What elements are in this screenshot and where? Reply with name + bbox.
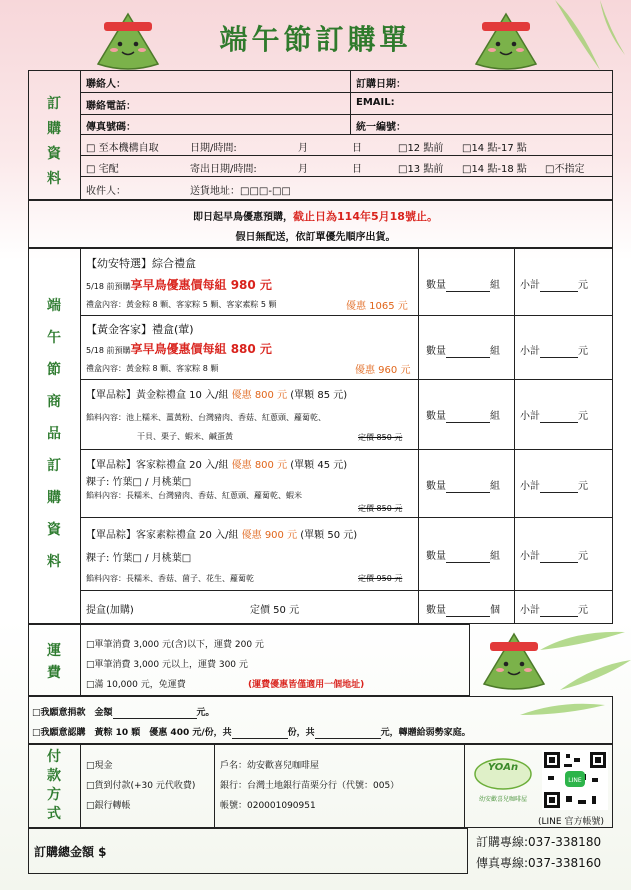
delivery-unspecified-checkbox[interactable]: □不指定 [545,164,585,175]
pickup-month: 月 [298,143,308,154]
product-5-leaf-option[interactable]: 粿子: 竹葉□ / 月桃葉□ [86,553,192,564]
bank-name: 銀行：台灣土地銀行苗栗分行（代號：005） [220,781,400,791]
ship-month: 月 [298,164,308,175]
contact-name-field[interactable]: 聯絡人： [86,79,126,90]
ship-day: 日 [352,164,362,175]
product-5-list-price: 定價 950 元 [358,574,403,583]
product-3-filling-1: 餡料內容：池上糯米、薑黃粉、台灣豬肉、香菇、紅蔥頭、蘿蔔乾、 [86,413,326,422]
donation-sponsor[interactable]: □我願意認購 黃粽 10 顆 優惠 400 元/份，共 份，共 元，轉贈給弱勢家庭。 [32,728,471,738]
product-1-contents: 禮盒內容：黃金粽 8 顆、客家粽 5 顆、客家素粽 5 顆 [86,300,277,309]
delivery-checkbox[interactable]: □ 宅配 [86,164,119,175]
bag-qty[interactable]: 數量 個 [426,605,500,616]
product-1-name: 【幼安特選】綜合禮盒 [86,257,196,270]
product-2-qty[interactable]: 數量 組 [426,346,500,357]
product-4-filling: 餡料內容：長糯米、台灣豬肉、香菇、紅蔥頭、蘿蔔乾、蝦米 [86,491,302,500]
pickup-before12-checkbox[interactable]: □12 點前 [398,143,444,154]
shipping-label: 運 費 [47,643,61,681]
account-name: 戶名：幼安歡喜兒咖啡屋 [220,761,320,771]
product-3-filling-2: 干貝、栗子、蝦米、鹹蛋黃 [137,432,233,441]
product-1-discount: 優惠 1065 元 [346,301,408,312]
product-3-list-price: 定價 850 元 [358,433,403,442]
shipping-rule-1[interactable]: □單筆消費 3,000 元(含)以下，運費 200 元 [86,640,264,650]
pickup-checkbox[interactable]: □ 至本機構自取 [86,143,159,154]
page-title: 端午節訂購單 [219,23,412,56]
fax-field[interactable]: 傳真號碼： [86,122,136,133]
product-2-contents: 禮盒內容：黃金粽 8 顆、客家粽 8 顆 [86,364,219,373]
payment-transfer[interactable]: □銀行轉帳 [86,801,131,811]
qr-code[interactable] [542,750,608,810]
product-2-name: 【黃金客家】禮盒(葷) [86,323,194,336]
product-5-filling: 餡料內容：長糯米、香菇、菌子、花生、蘿蔔乾 [86,574,254,583]
product-3-qty[interactable]: 數量 組 [426,411,500,422]
product-5-name: 【單品粽】客家素粽禮盒 20 入/組 優惠 900 元 (單顆 50 元) [86,530,358,541]
early-bird-notice: 即日起早鳥優惠預購，截止日為114年5月18號止。 [193,210,438,223]
payment-cash[interactable]: □現金 [86,761,113,771]
order-info-label: 訂 購 資 料 [47,96,61,187]
pickup-day: 日 [352,143,362,154]
bag-price: 定價 50 元 [250,605,300,616]
product-2-discount: 優惠 960 元 [355,365,411,376]
account-number: 帳號：020001090951 [220,801,316,811]
bag-subtotal[interactable]: 小計 元 [520,605,588,616]
product-5-qty[interactable]: 數量 組 [426,551,500,562]
product-1-subtotal[interactable]: 小計 元 [520,280,588,291]
line-badge: LINE [568,777,582,784]
shipping-note: (運費優惠皆僅適用一個地址) [248,680,365,690]
products-label: 端 午 節 商 品 訂 購 資 料 [47,298,61,570]
donation-amount[interactable]: □我願意捐款 金額 元。 [32,708,215,718]
pickup-14-17-checkbox[interactable]: □14 點-17 點 [462,143,527,154]
product-4-leaf-option[interactable]: 粿子: 竹葉□ / 月桃葉□ [86,477,192,488]
delivery-before13-checkbox[interactable]: □13 點前 [398,164,444,175]
product-3-name: 【單品粽】黃金粽禮盒 10 入/組 優惠 800 元 (單顆 85 元) [86,390,348,401]
product-1-early: 5/18 前預購享早鳥優惠價每組 980 元 [86,278,272,292]
brand-logo: YOAn 幼安歡喜兒咖啡屋 [470,752,536,806]
phone-field[interactable]: 聯絡電話： [86,101,136,112]
product-4-name: 【單品粽】客家粽禮盒 20 入/組 優惠 800 元 (單顆 45 元) [86,460,348,471]
tax-id-field[interactable]: 統一編號： [356,122,406,133]
shipping-rule-2[interactable]: □單筆消費 3,000 元以上，運費 300 元 [86,660,248,670]
shipping-rule-3[interactable]: □滿 10,000 元，免運費 [86,680,186,690]
payment-cod[interactable]: □貨到付款(+30 元代收費) [86,781,196,791]
product-4-subtotal[interactable]: 小計 元 [520,481,588,492]
delivery-14-18-checkbox[interactable]: □14 點-18 點 [462,164,527,175]
ship-datetime-label: 寄出日期/時間: [190,164,257,175]
holiday-notice: 假日無配送，依訂單優先順序出貨。 [235,232,396,243]
pickup-datetime-label: 日期/時間: [190,143,237,154]
product-1-qty[interactable]: 數量 組 [426,280,500,291]
bag-name: 提盒(加購) [86,605,134,616]
product-4-list-price: 定價 850 元 [358,504,403,513]
address-field[interactable]: 送貨地址：□□□-□□ [190,186,291,197]
payment-label: 付 款 方 式 [47,749,61,822]
product-2-early: 5/18 前預購享早鳥優惠價每組 880 元 [86,342,272,356]
line-note: (LINE 官方帳號) [538,817,604,827]
total-amount-field[interactable]: 訂購總金額 $ [34,845,107,859]
fax-phone: 傳真專線:037-338160 [476,856,602,870]
recipient-field[interactable]: 收件人： [86,186,126,197]
order-phone: 訂購專線:037-338180 [476,835,602,849]
product-4-qty[interactable]: 數量 組 [426,481,500,492]
zongzi-mascot-shipping [478,632,550,692]
email-field[interactable]: EMAIL: [356,97,395,108]
product-5-subtotal[interactable]: 小計 元 [520,551,588,562]
product-3-subtotal[interactable]: 小計 元 [520,411,588,422]
order-date-field[interactable]: 訂購日期： [356,79,406,90]
product-2-subtotal[interactable]: 小計 元 [520,346,588,357]
